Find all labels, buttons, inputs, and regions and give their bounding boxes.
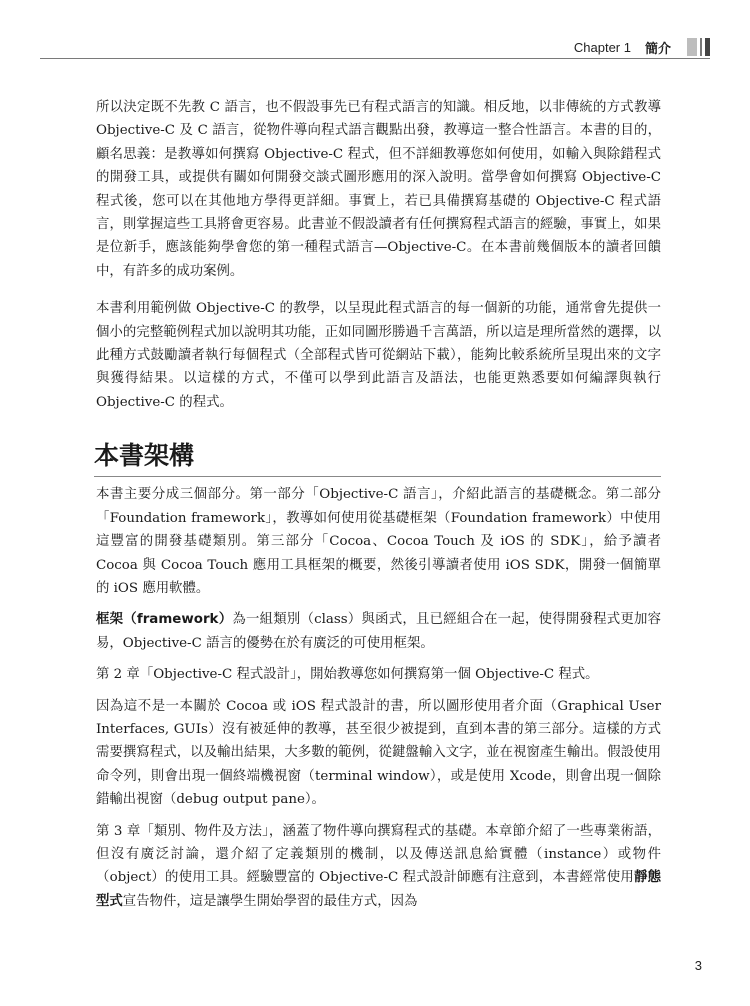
page-content <box>96 96 661 921</box>
section-paragraph-1: 本書主要分成三個部分。第一部分「Objective-C 語言」，介紹此語言的基礎概念。第二部分「Foundation framework」，教導如何使用從基礎框架（Foundation framework）中使用這豐富的開發基礎類別。第三部分「Cocoa、Cocoa Touch 及 iOS 的 SDK」，給予讀者 Cocoa 與 Cocoa Touch 應用工具框架的概要，然後引導讀者使用 iOS SDK，開發一個簡單的 iOS 應用軟體。 <box>96 487 661 596</box>
running-header <box>574 35 710 59</box>
section-paragraph-5 <box>96 820 661 914</box>
header-rule <box>40 58 710 59</box>
page-number: 3 <box>694 958 702 973</box>
para5-start: 第 3 章「類別、物件及方法」，涵蓋了物件導向撰寫程式的基礎。本章節介紹了一些專業術語，但沒有廣泛討論，還介紹了定義類別的機制，以及傳送訊息給實體（instance）或物件（object）的使用工具。經驗豐富的 Objective-C 程式設計師應有注意到，本書經常使用 <box>96 823 661 886</box>
para5-end: 宣告物件，這是讓學生開始學習的最佳方式，因為 <box>122 893 418 909</box>
framework-term: 框架（framework） <box>96 612 233 628</box>
framework-definition: 為一組類別（class）與函式，且已經組合在一起，使得開發程式更加容易，Objective-C 語言的優勢在於有廣泛的可使用框架。 <box>96 612 661 651</box>
section-paragraph-2 <box>96 608 661 655</box>
section-heading: 本書架構 <box>94 436 661 477</box>
section-paragraph-3: 第 2 章「Objective-C 程式設計」，開始教導您如何撰寫第一個 Objective-C 程式。 <box>96 667 599 683</box>
header-decoration-bars <box>687 38 710 56</box>
chapter-label: Chapter 1 <box>573 39 631 55</box>
static-typing-term: 靜態型式 <box>96 870 661 909</box>
chapter-title: 簡介 <box>644 41 671 57</box>
intro-paragraph-2: 本書利用範例做 Objective-C 的教學，以呈現此程式語言的每一個新的功能，通常會先提供一個小的完整範例程式加以說明其功能，正如同圖形勝過千言萬語，所以這是理所當然的選擇，以此種方式鼓勵讀者執行每個程式（全部程式皆可從網站下載），能夠比較系統所呈現出來的文字與獲得結果。以這樣的方式，不僅可以學到此語言及語法，也能更熟悉要如何編譯與執行 Objective-C 的程式。 <box>96 301 661 410</box>
intro-paragraph-1: 所以決定既不先教 C 語言，也不假設事先已有程式語言的知識。相反地，以非傳統的方式教導 Objective-C 及 C 語言，從物件導向程式語言觀點出發，教導這一整合性語言。本書的目的，顧名思義：是教導如何撰寫 Objective-C 程式，但不詳細教導您如何使用，如輸入與除錯程式的開發工具，或提供有關如何開發交談式圖形應用的深入說明。當學會如何撰寫 Objective-C 程式後，您可以在其他地方學得更詳細。事實上，若已具備撰寫基礎的 Objective-C 程式語言，則掌握這些工具將會更容易。此書並不假設讀者有任何撰寫程式語言的經驗，事實上，如果是位新手，應該能夠學會您的第一種程式語言—Objective-C。在本書前幾個版本的讀者回饋中，有許多的成功案例。 <box>96 100 661 279</box>
section-paragraph-4: 因為這不是一本關於 Cocoa 或 iOS 程式設計的書，所以圖形使用者介面（Graphical User Interfaces, GUIs）沒有被延伸的教導，甚至很少被提到，直到本書的第三部分。這樣的方式需要撰寫程式，以及輸出結果，大多數的範例，從鍵盤輸入文字，並在視窗產生輸出。假設使用命令列，則會出現一個終端機視窗（terminal window），或是使用 Xcode，則會出現一個除錯輸出視窗（debug output pane）。 <box>96 698 661 808</box>
